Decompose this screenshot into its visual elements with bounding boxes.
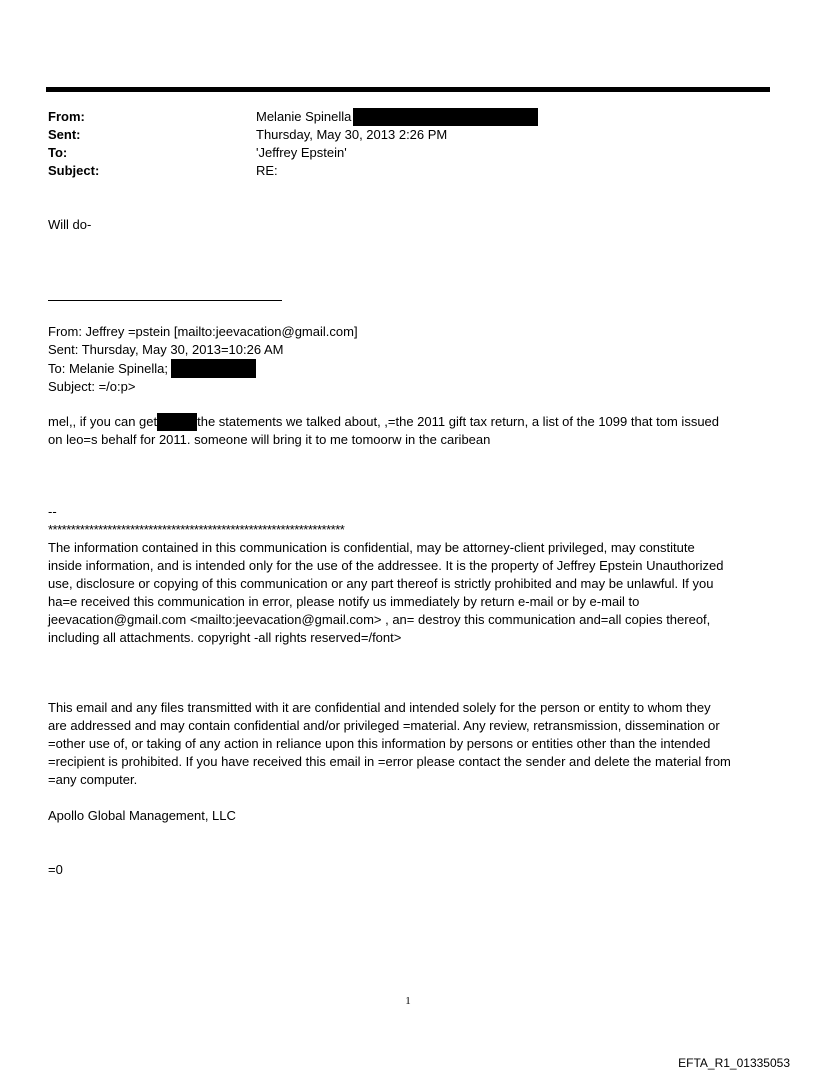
signature-dashes: -- — [48, 504, 57, 519]
reply-body: Will do- — [48, 217, 92, 232]
trailer-text: =0 — [48, 862, 63, 877]
fwd-from-line: From: Jeffrey =pstein [mailto:jeevacation@gmail.com] — [48, 324, 358, 339]
disclaimer-line: jeevacation@gmail.com <mailto:jeevacation@gmail.com> , an= destroy this communication and=all copies thereof, — [48, 612, 711, 627]
disclaimer-line: use, disclosure or copying of this communication or any part thereof is strictly prohibited and may be unlawful. If you — [48, 576, 714, 591]
from-label: From: — [48, 109, 85, 124]
notice-line: =other use of, or taking of any action in reliance upon this information by persons or entities other than the intended — [48, 736, 711, 751]
top-divider — [46, 87, 770, 92]
redaction-box — [171, 359, 256, 378]
signature-stars: ***************************************************************** — [48, 522, 345, 537]
disclaimer-line: including all attachments. copyright -all rights reserved=/font> — [48, 630, 402, 645]
fwd-body-line-1 — [48, 413, 772, 431]
fwd-body-part2: the statements we talked about, ,=the 2011 gift tax return, a list of the 1099 that tom issued — [197, 414, 720, 429]
disclaimer-line: inside information, and is intended only for the use of the addressee. It is the property of Jeffrey Epstein Unauthorized — [48, 558, 724, 573]
redaction-box — [353, 108, 538, 126]
signature-block — [48, 503, 772, 647]
fwd-body-line-2: on leo=s behalf for 2011. someone will bring it to me tomoorw in the caribean — [48, 432, 491, 447]
sent-label: Sent: — [48, 127, 81, 142]
subject-value: RE: — [256, 163, 278, 178]
notice-line: =any computer. — [48, 772, 138, 787]
notice-line: =recipient is prohibited. If you have received this email in =error please contact the sender and delete the material from — [48, 754, 731, 769]
disclaimer-line: ha=e received this communication in error, please notify us immediately by return e-mail or by e-mail to — [48, 594, 640, 609]
company-name: Apollo Global Management, LLC — [48, 808, 236, 823]
header-sent-row — [48, 126, 768, 144]
legal-notice — [48, 699, 772, 789]
header-to-row — [48, 144, 768, 162]
forwarded-body — [48, 413, 772, 449]
from-value — [256, 108, 538, 126]
sender-name: Melanie Spinella — [256, 109, 352, 124]
disclaimer-line: The information contained in this communication is confidential, may be attorney-client privileged, may constitute — [48, 540, 695, 555]
fwd-to-line: To: Melanie Spinella; — [48, 360, 168, 376]
email-header — [48, 108, 768, 180]
sent-value: Thursday, May 30, 2013 2:26 PM — [256, 127, 448, 142]
notice-line: This email and any files transmitted with it are confidential and intended solely for the person or entity to whom they — [48, 700, 711, 715]
fwd-to-row — [48, 359, 358, 378]
to-value: 'Jeffrey Epstein' — [256, 145, 347, 160]
notice-line: are addressed and may contain confidential and/or privileged =material. Any review, retransmission, dissemination or — [48, 718, 720, 733]
page-number: 1 — [405, 995, 411, 1007]
subject-label: Subject: — [48, 163, 100, 178]
fwd-body-part1: mel,, if you can get — [48, 414, 158, 429]
to-label: To: — [48, 145, 68, 160]
document-id: EFTA_R1_01335053 — [678, 1056, 790, 1070]
header-from-row — [48, 108, 768, 126]
header-subject-row — [48, 162, 768, 180]
redaction-box — [157, 413, 197, 431]
quote-divider — [48, 300, 282, 301]
fwd-sent-line: Sent: Thursday, May 30, 2013=10:26 AM — [48, 342, 284, 357]
forwarded-header — [48, 323, 358, 396]
fwd-subject-line: Subject: =/o:p> — [48, 379, 136, 394]
